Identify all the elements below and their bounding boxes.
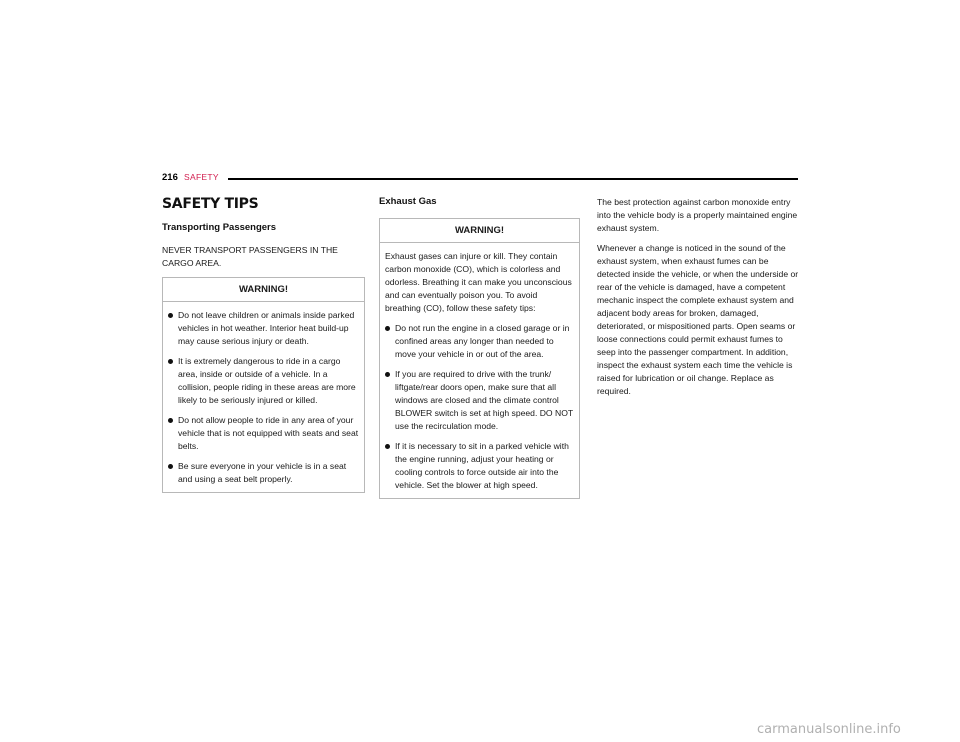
bullet-icon	[385, 372, 390, 377]
list-item: Do not allow people to ride in any area of your vehicle that is not equipped with seats and seat belts.	[168, 414, 359, 453]
paragraph-inspection: Whenever a change is noticed in the sound of the exhaust system, when exhaust fumes can be detected inside the vehicle, or when the underside or rear of the vehicle is damaged, have a competent mechanic inspect the complete exhaust system and adjacent body areas for broken, damaged, deteriorated, or mispositioned parts. Open seams or loose connections could permit exhaust fumes to seep into the passenger compartment. In addition, inspect the exhaust system each time the vehicle is raised for lubrication or oil change. Replace as required.	[597, 243, 799, 396]
list-item: Do not run the engine in a closed garage or in confined areas any longer than needed to move your vehicle in or out of the area.	[385, 322, 574, 361]
list-item: Do not leave children or animals inside parked vehicles in hot weather. Interior heat build-up may cause serious injury or death.	[168, 309, 359, 348]
bullet-icon	[168, 359, 173, 364]
watermark: carmanualsonline.info	[757, 722, 901, 737]
warning-box-exhaust	[379, 218, 580, 499]
bullet-icon	[385, 326, 390, 331]
header-rule	[228, 178, 798, 180]
warning-intro: Exhaust gases can injure or kill. They contain carbon monoxide (CO), which is colorless and odorless. Breathing it can make you unconscious and can eventually poison you. To avoid breathing (CO), follow these safety tips:	[385, 251, 572, 313]
column-left	[162, 196, 365, 493]
page-header	[162, 172, 798, 186]
warning-body	[380, 243, 579, 498]
bullet-icon	[168, 418, 173, 423]
bullet-icon	[168, 464, 173, 469]
warning-title: WARNING!	[380, 219, 579, 243]
paragraph-protection: The best protection against carbon monoxide entry into the vehicle body is a properly maintained engine exhaust system.	[597, 197, 798, 233]
warning-box-passengers	[162, 277, 365, 493]
warning-list	[168, 309, 359, 486]
warning-title: WARNING!	[163, 278, 364, 302]
column-right	[597, 196, 799, 405]
page-number: 216	[162, 172, 178, 183]
cargo-area-notice: NEVER TRANSPORT PASSENGERS IN THE CARGO AREA.	[162, 245, 338, 268]
warning-list	[385, 322, 574, 492]
bullet-icon	[168, 313, 173, 318]
column-middle	[379, 196, 580, 499]
warning-body	[163, 302, 364, 492]
list-item: It is extremely dangerous to ride in a cargo area, inside or outside of a vehicle. In a collision, people riding in these areas are more likely to be seriously injured or killed.	[168, 355, 359, 407]
main-title: SAFETY TIPS	[162, 196, 259, 212]
list-item: Be sure everyone in your vehicle is in a seat and using a seat belt properly.	[168, 460, 359, 486]
subheading-exhaust-gas: Exhaust Gas	[379, 196, 437, 207]
section-label: SAFETY	[184, 172, 219, 182]
subheading-transporting-passengers: Transporting Passengers	[162, 222, 277, 233]
list-item: If you are required to drive with the trunk/ liftgate/rear doors open, make sure that all windows are closed and the climate control BLOWER switch is set at high speed. DO NOT use the recirculation mode.	[385, 368, 574, 433]
list-item: If it is necessary to sit in a parked vehicle with the engine running, adjust your heating or cooling controls to force outside air into the vehicle. Set the blower at high speed.	[385, 440, 574, 492]
bullet-icon	[385, 444, 390, 449]
